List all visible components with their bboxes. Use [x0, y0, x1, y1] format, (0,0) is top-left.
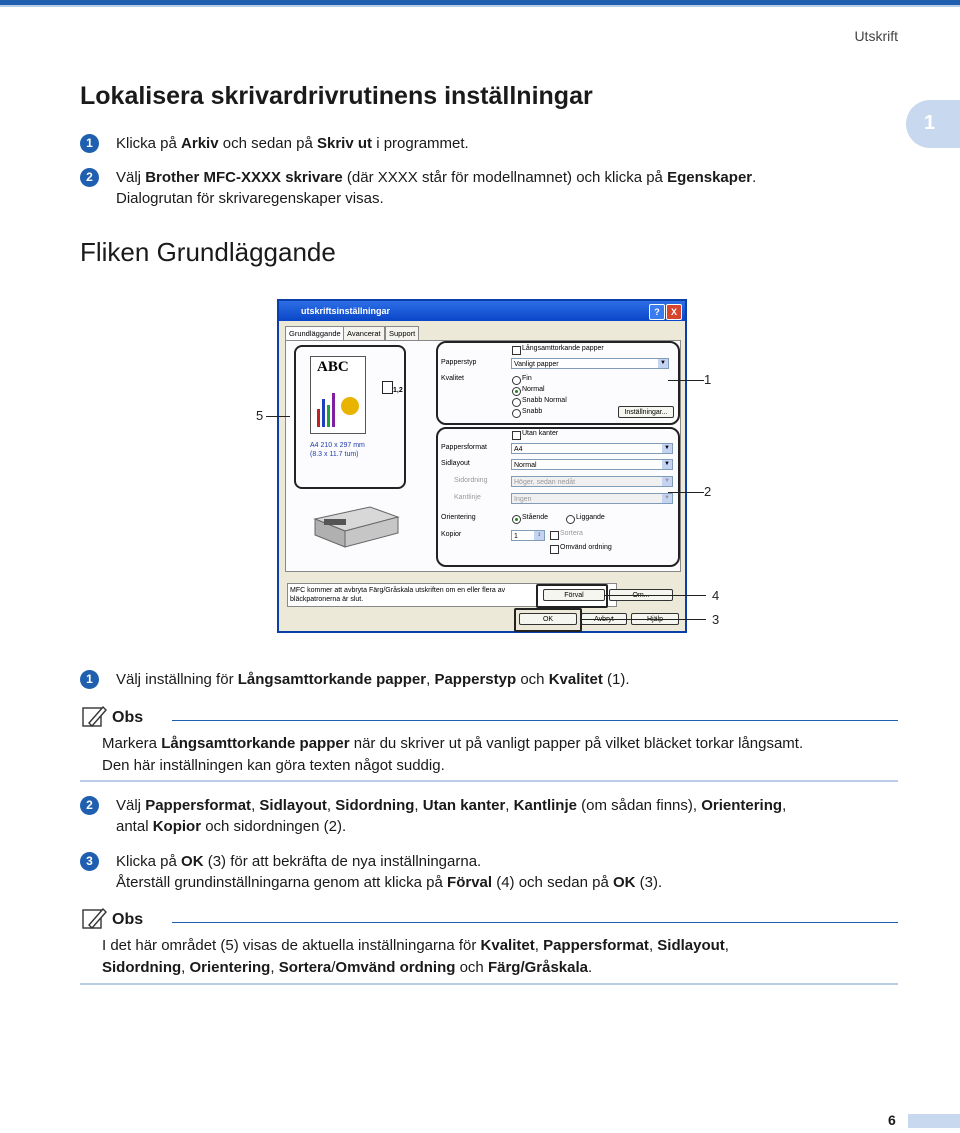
- callout-4: 4: [712, 588, 720, 603]
- tab-advanced[interactable]: Avancerat: [343, 326, 385, 340]
- quality-normal-radio[interactable]: [512, 387, 521, 396]
- callout-1: 1: [704, 372, 712, 387]
- printer-image: [310, 489, 400, 549]
- media-type-select[interactable]: Vanligt papper ▼: [511, 358, 669, 369]
- note-box-1: [80, 707, 898, 783]
- page-title: Lokalisera skrivardrivrutinens inställningar: [80, 82, 593, 110]
- step-bullet: 2: [80, 168, 99, 187]
- quality-fine-radio[interactable]: [512, 376, 521, 385]
- page-order-select[interactable]: Höger, sedan nedåt ▼: [511, 476, 673, 487]
- landscape-radio[interactable]: [566, 515, 575, 524]
- callout-line-2: [668, 492, 704, 493]
- paper-size-label: Pappersformat: [441, 444, 487, 451]
- printing-preferences-dialog: [277, 299, 687, 633]
- page-layout-label: Sidlayout: [441, 460, 470, 467]
- step-bullet: 2: [80, 796, 99, 815]
- tab-basic[interactable]: Grundläggande: [285, 326, 345, 341]
- quality-fast-normal-radio[interactable]: [512, 398, 521, 407]
- callout-5: 5: [256, 408, 264, 423]
- note-label: Obs: [112, 709, 144, 726]
- status-message: MFC kommer att avbryta Färg/Gråskala utskriften om en eller flera av bläckpatronerna är slut.: [287, 583, 617, 607]
- callout-line-3: [580, 619, 706, 620]
- pages-label: 1,2: [393, 387, 403, 394]
- default-button-highlight: [536, 584, 608, 608]
- note-box-2: [80, 909, 898, 987]
- note-label: Obs: [112, 911, 144, 928]
- basic-tab-pane: [285, 340, 681, 572]
- tab-support[interactable]: Support: [385, 326, 419, 340]
- page-order-label: Sidordning: [454, 477, 488, 484]
- reverse-order-label: Omvänd ordning: [560, 544, 612, 551]
- slow-dry-label: Långsamttorkande papper: [522, 345, 604, 352]
- quality-normal-label: Normal: [522, 386, 545, 393]
- help-icon[interactable]: ?: [649, 304, 665, 320]
- section-header: Utskrift: [854, 28, 898, 44]
- step-bullet: 1: [80, 670, 99, 689]
- paper-size-select[interactable]: A4 ▼: [511, 443, 673, 454]
- collate-checkbox[interactable]: [550, 531, 559, 540]
- step-bullet: 3: [80, 852, 99, 871]
- quality-fast-label: Snabb: [522, 408, 543, 415]
- reverse-order-checkbox[interactable]: [550, 545, 559, 554]
- collate-label: Sortera: [560, 530, 583, 537]
- border-line-select[interactable]: Ingen ▼: [511, 493, 673, 504]
- note-bottom-rule: [80, 983, 898, 985]
- media-type-label: Papperstyp: [441, 359, 477, 366]
- section-subtitle: Fliken Grundläggande: [80, 237, 336, 267]
- ok-button-highlight: [514, 608, 582, 632]
- slow-dry-checkbox[interactable]: [512, 346, 521, 355]
- settings-preview-area: [294, 345, 406, 489]
- page-number: 6: [888, 1112, 896, 1128]
- size-info: A4 210 x 297 mm (8.3 x 11.7 tum): [310, 442, 365, 458]
- borderless-label: Utan kanter: [522, 430, 559, 437]
- callout-3: 3: [712, 612, 720, 627]
- step-text: Klicka på OK (3) för att bekräfta de nya inställningarna. Återställ grundinställningarna genom att klicka på Förval (4) och sedan på OK (3).: [116, 853, 663, 891]
- note-bottom-rule: [80, 780, 898, 782]
- chapter-number: 1: [924, 112, 936, 134]
- ok-button[interactable]: OK: [519, 613, 577, 625]
- callout-line-4: [604, 595, 706, 596]
- dialog-title: utskriftsinställningar: [301, 306, 391, 316]
- note-pen-icon: [80, 703, 108, 731]
- chapter-tab: [906, 100, 960, 148]
- step-text: Välj inställning för Långsamttorkande papper, Papperstyp och Kvalitet (1).: [116, 671, 630, 688]
- portrait-radio[interactable]: [512, 515, 521, 524]
- default-button[interactable]: Förval: [543, 589, 605, 601]
- close-icon[interactable]: X: [666, 304, 682, 320]
- landscape-label: Liggande: [576, 514, 605, 521]
- quality-fine-label: Fin: [522, 375, 532, 382]
- top-rule-light: [0, 5, 960, 7]
- settings-button[interactable]: Inställningar...: [618, 406, 674, 418]
- orientation-label: Orientering: [441, 514, 476, 521]
- pages-icon: [382, 381, 393, 394]
- note-pen-icon: [80, 905, 108, 933]
- page-number-bar: [908, 1114, 960, 1128]
- step-bullet: 1: [80, 134, 99, 153]
- copies-input[interactable]: 1 ↕: [511, 530, 545, 541]
- note-rule: [172, 922, 898, 923]
- step-text: Klicka på Arkiv och sedan på Skriv ut i programmet.: [116, 135, 469, 152]
- dialog-titlebar: [279, 301, 685, 321]
- note-text: Markera Långsamttorkande papper när du skriver ut på vanligt papper på vilket bläcket torkar långsamt. Den här inställningen kan göra texten något suddig.: [102, 735, 804, 774]
- portrait-label: Stående: [522, 514, 549, 521]
- copies-label: Kopior: [441, 531, 462, 538]
- callout-line-1: [668, 380, 704, 381]
- quality-fast-normal-label: Snabb Normal: [522, 397, 567, 404]
- callout-line-5: [266, 416, 290, 417]
- note-rule: [172, 720, 898, 721]
- border-line-label: Kantlinje: [454, 494, 481, 501]
- borderless-checkbox[interactable]: [512, 431, 521, 440]
- step-text: Välj Pappersformat, Sidlayout, Sidordning, Utan kanter, Kantlinje (om sådan finns), Orientering, antal Kopior och sidordningen (2).: [116, 797, 787, 835]
- quality-label: Kvalitet: [441, 375, 464, 382]
- sunflower-image: [341, 397, 359, 415]
- paper-preview: [310, 356, 366, 434]
- step-text: Välj Brother MFC-XXXX skrivare (där XXXX står för modellnamnet) och klicka på Egenskaper. Dialogrutan för skrivaregenskaper visas.: [116, 169, 757, 207]
- page-layout-select[interactable]: Normal ▼: [511, 459, 673, 470]
- quality-fast-radio[interactable]: [512, 409, 521, 418]
- callout-2: 2: [704, 484, 712, 499]
- note-text: I det här området (5) visas de aktuella inställningarna för Kvalitet, Pappersformat, Sidlayout, Sidordning, Orientering, Sortera/Omvänd ordning och Färg/Gråskala.: [102, 937, 729, 976]
- preview-text: ABC: [317, 359, 349, 375]
